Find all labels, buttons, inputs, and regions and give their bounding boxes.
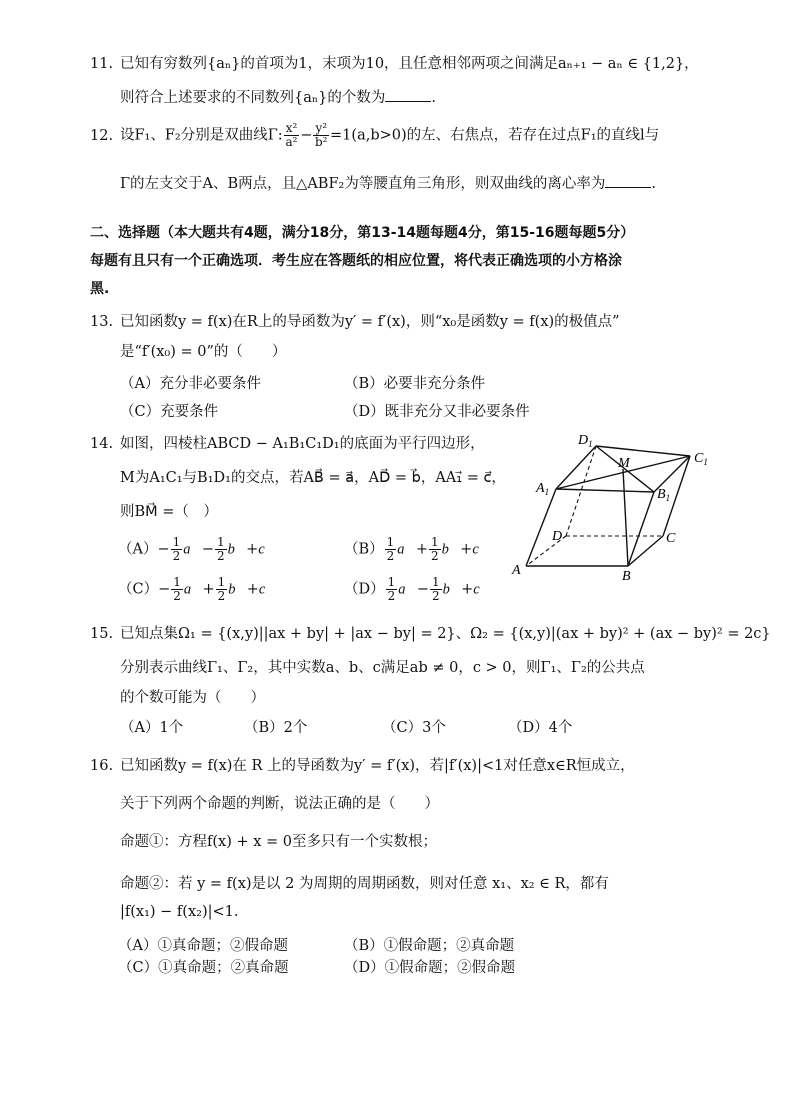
- frac-num: 1: [217, 575, 226, 589]
- q14-a-sign2: −: [201, 541, 214, 558]
- q11-number: 11.: [90, 56, 114, 72]
- section-heading-line2: 每题有且只有一个正确选项．考生应在答题纸的相应位置，将代表正确选项的小方格涂: [90, 253, 622, 269]
- q14-b-frac2: [429, 536, 441, 563]
- q14-a-sign1: −: [157, 541, 170, 558]
- q15-option-d[interactable]: （D）4个: [508, 720, 573, 736]
- vec-a: a⃗: [183, 541, 202, 558]
- q12-answer-blank[interactable]: [605, 175, 651, 188]
- q14-c-frac1: [171, 576, 183, 603]
- segment-b-m: [623, 469, 628, 566]
- q15-option-a[interactable]: （A）1个: [120, 720, 184, 736]
- vec-c: c⃗: [472, 541, 491, 558]
- q14-option-b-label: （B）: [344, 541, 384, 558]
- label-m: M: [618, 456, 630, 471]
- vec-a: a⃗: [183, 581, 203, 598]
- label-c: C: [666, 531, 676, 546]
- q12-frac2-numerator: y²: [315, 121, 328, 135]
- frac-num: 1: [386, 535, 395, 549]
- q14-option-a[interactable]: [118, 536, 276, 563]
- label-c1-letter: C: [694, 451, 704, 466]
- vec-c: c⃗: [473, 581, 492, 598]
- frac-num: 1: [173, 575, 181, 589]
- q15-option-b[interactable]: （B）2个: [244, 720, 308, 736]
- q16-text-1: 已知函数y = f(x)在 R 上的导函数为y′ = f′(x)，若|f′(x)|<1对任意x∈R恒成立，: [120, 758, 635, 774]
- frac-den: 2: [386, 549, 395, 563]
- q14-prism-diagram: [508, 432, 718, 582]
- q12-line1: [90, 122, 659, 149]
- label-a1-sub: 1: [544, 487, 550, 497]
- q14-c-sign3: +: [246, 581, 259, 598]
- q14-d-frac2: [430, 576, 442, 603]
- q15-option-c[interactable]: （C）3个: [382, 720, 446, 736]
- q14-number: 14.: [90, 436, 114, 452]
- q14-c-sign1: −: [158, 581, 171, 598]
- edge-a1-d1: [556, 446, 596, 489]
- q14-text-1: 如图，四棱柱ABCD − A₁B₁C₁D₁的底面为平行四边形，: [120, 436, 485, 452]
- frac-den: 2: [173, 589, 181, 603]
- label-a1-letter: A: [536, 481, 545, 496]
- q14-option-c-label: （C）: [118, 581, 159, 598]
- section-heading-line3: 黑.: [90, 281, 110, 297]
- q16-line5: |f(x₁) − f(x₂)|<1.: [120, 904, 239, 920]
- frac-num: 1: [216, 535, 225, 549]
- q11-line1: [90, 52, 699, 73]
- label-d1-sub: 1: [588, 439, 593, 449]
- label-d: D: [552, 529, 563, 544]
- q14-line1: [90, 432, 485, 453]
- q13-option-c[interactable]: （C）充要条件: [120, 404, 219, 420]
- vec-c: c⃗: [258, 541, 277, 558]
- q14-b-sign2: +: [460, 541, 473, 558]
- q13-text-1: 已知函数y = f(x)在R上的导函数为y′ = f′(x)，则“x₀是函数y = f(x)的极值点”: [120, 314, 620, 330]
- q14-c-frac2: [216, 576, 228, 603]
- q16-option-a[interactable]: （A）①真命题；②假命题: [118, 938, 288, 954]
- vec-b: b⃗: [228, 581, 247, 598]
- vec-c: c⃗: [258, 581, 277, 598]
- label-d1: [577, 433, 593, 449]
- vec-a: a⃗: [397, 541, 416, 558]
- label-b1: [657, 487, 670, 503]
- section-heading-line1: 二、选择题（本大题共有4题，满分18分，第13-14题每题4分，第15-16题每题5分）: [90, 225, 635, 241]
- label-b1-sub: 1: [665, 493, 671, 503]
- hidden-edge-d1-d: [566, 446, 596, 536]
- label-d1-letter: D: [578, 433, 589, 448]
- q12-text-2: Γ的左支交于A、B两点，且△ABF₂为等腰直角三角形，则双曲线的离心率为: [120, 176, 606, 192]
- q16-line3: 命题①：方程f(x) + x = 0至多只有一个实数根；: [120, 834, 437, 850]
- frac-num: 1: [430, 535, 439, 549]
- q16-line2: 关于下列两个命题的判断，说法正确的是（ ）: [120, 796, 439, 812]
- q12-frac2-denominator: b²: [314, 135, 328, 149]
- vec-b: b⃗: [227, 541, 247, 558]
- edge-b1-a1: [556, 489, 654, 492]
- q15-line3: 的个数可能为（ ）: [120, 690, 265, 706]
- q13-number: 13.: [90, 314, 114, 330]
- frac-den: 2: [217, 589, 226, 603]
- q13-line2: 是“f′(x₀) = 0”的（ ）: [120, 344, 287, 360]
- label-a: A: [512, 563, 521, 578]
- q16-number: 16.: [90, 758, 114, 774]
- q15-text-1: 已知点集Ω₁ = {(x,y)||ax + by| + |ax − by| = 2}、Ω₂ = {(x,y)|(ax + by)² + (ax − by)² = 2c}: [120, 626, 771, 642]
- q12-period: .: [651, 176, 656, 192]
- q14-option-a-label: （A）: [118, 541, 158, 558]
- q12-text-1a: 设F₁、F₂分别是双曲线Γ:: [120, 127, 283, 144]
- q11-period: .: [431, 90, 436, 106]
- q14-d-sign2: +: [461, 581, 474, 598]
- q12-text-1b: =1(a,b>0)的左、右焦点，若存在过点F₁的直线l与: [330, 127, 660, 144]
- frac-den: 2: [387, 589, 396, 603]
- q15-number: 15.: [90, 626, 114, 642]
- vec-a: a⃗: [398, 581, 417, 598]
- q16-option-c[interactable]: （C）①真命题；②真命题: [118, 960, 289, 976]
- q14-option-b[interactable]: [344, 536, 490, 563]
- q16-option-d[interactable]: （D）①假命题；②假命题: [344, 960, 516, 976]
- q16-option-b[interactable]: （B）①假命题；②真命题: [344, 938, 515, 954]
- frac-num: 1: [431, 575, 440, 589]
- q15-line1: [90, 622, 771, 643]
- q13-option-b[interactable]: （B）必要非充分条件: [344, 376, 486, 392]
- q12-fraction-x: [284, 122, 300, 149]
- q13-option-a[interactable]: （A）充分非必要条件: [120, 376, 261, 392]
- label-b1-letter: B: [657, 487, 666, 502]
- vec-b: b⃗: [441, 541, 461, 558]
- edge-d1-c1: [596, 446, 690, 456]
- q11-line2: [120, 86, 436, 107]
- q14-a-frac1: [171, 536, 183, 563]
- q14-option-d-label: （D）: [344, 581, 385, 598]
- vec-b: b⃗: [442, 581, 462, 598]
- q14-a-sign3: +: [246, 541, 259, 558]
- q13-line1: [90, 310, 620, 331]
- q14-b-sign1: +: [415, 541, 428, 558]
- q13-option-d[interactable]: （D）既非充分又非必要条件: [344, 404, 530, 420]
- frac-den: 2: [216, 549, 225, 563]
- q12-frac1-denominator: a²: [285, 135, 298, 149]
- q14-d-frac1: [386, 576, 398, 603]
- q14-line3: 则BM⃗ =（ ）: [120, 504, 218, 520]
- label-c1-sub: 1: [703, 457, 708, 467]
- q11-text-2: 则符合上述要求的不同数列{aₙ}的个数为: [120, 90, 386, 106]
- frac-num: 1: [172, 535, 181, 549]
- q14-c-sign2: +: [202, 581, 215, 598]
- q12-number: 12.: [90, 127, 114, 144]
- q12-line2: [120, 172, 656, 193]
- q14-option-d[interactable]: [344, 576, 491, 603]
- q14-b-frac1: [385, 536, 397, 563]
- q12-fraction-y: [313, 122, 329, 149]
- frac-den: 2: [172, 549, 181, 563]
- label-b: B: [622, 569, 631, 582]
- frac-den: 2: [431, 589, 440, 603]
- q11-text-1: 已知有穷数列{aₙ}的首项为1，末项为10，且任意相邻两项之间满足aₙ₊₁ − aₙ ∈ {1,2}，: [120, 56, 699, 72]
- q14-d-sign1: −: [416, 581, 429, 598]
- q12-frac1-numerator: x²: [285, 121, 298, 135]
- q15-line2: 分别表示曲线Γ₁、Γ₂，其中实数a、b、c满足ab ≠ 0，c > 0，则Γ₁、Γ₂的公共点: [120, 660, 645, 676]
- q16-line1: [90, 754, 635, 775]
- frac-num: 1: [387, 575, 396, 589]
- label-a1: [535, 481, 549, 497]
- q14-line2: M为A₁C₁与B₁D₁的交点，若AB⃗ = a⃗，AD⃗ = b⃗，AA₁⃗ = c⃗，: [120, 470, 506, 486]
- q16-line4: 命题②：若 y = f(x)是以 2 为周期的周期函数，则对任意 x₁、x₂ ∈ R，都有: [120, 876, 609, 892]
- q14-a-frac2: [215, 536, 227, 563]
- label-c1: [694, 451, 708, 467]
- q12-minus: −: [300, 127, 313, 144]
- frac-den: 2: [430, 549, 439, 563]
- q14-option-c[interactable]: [118, 576, 277, 603]
- q11-answer-blank[interactable]: [385, 89, 431, 102]
